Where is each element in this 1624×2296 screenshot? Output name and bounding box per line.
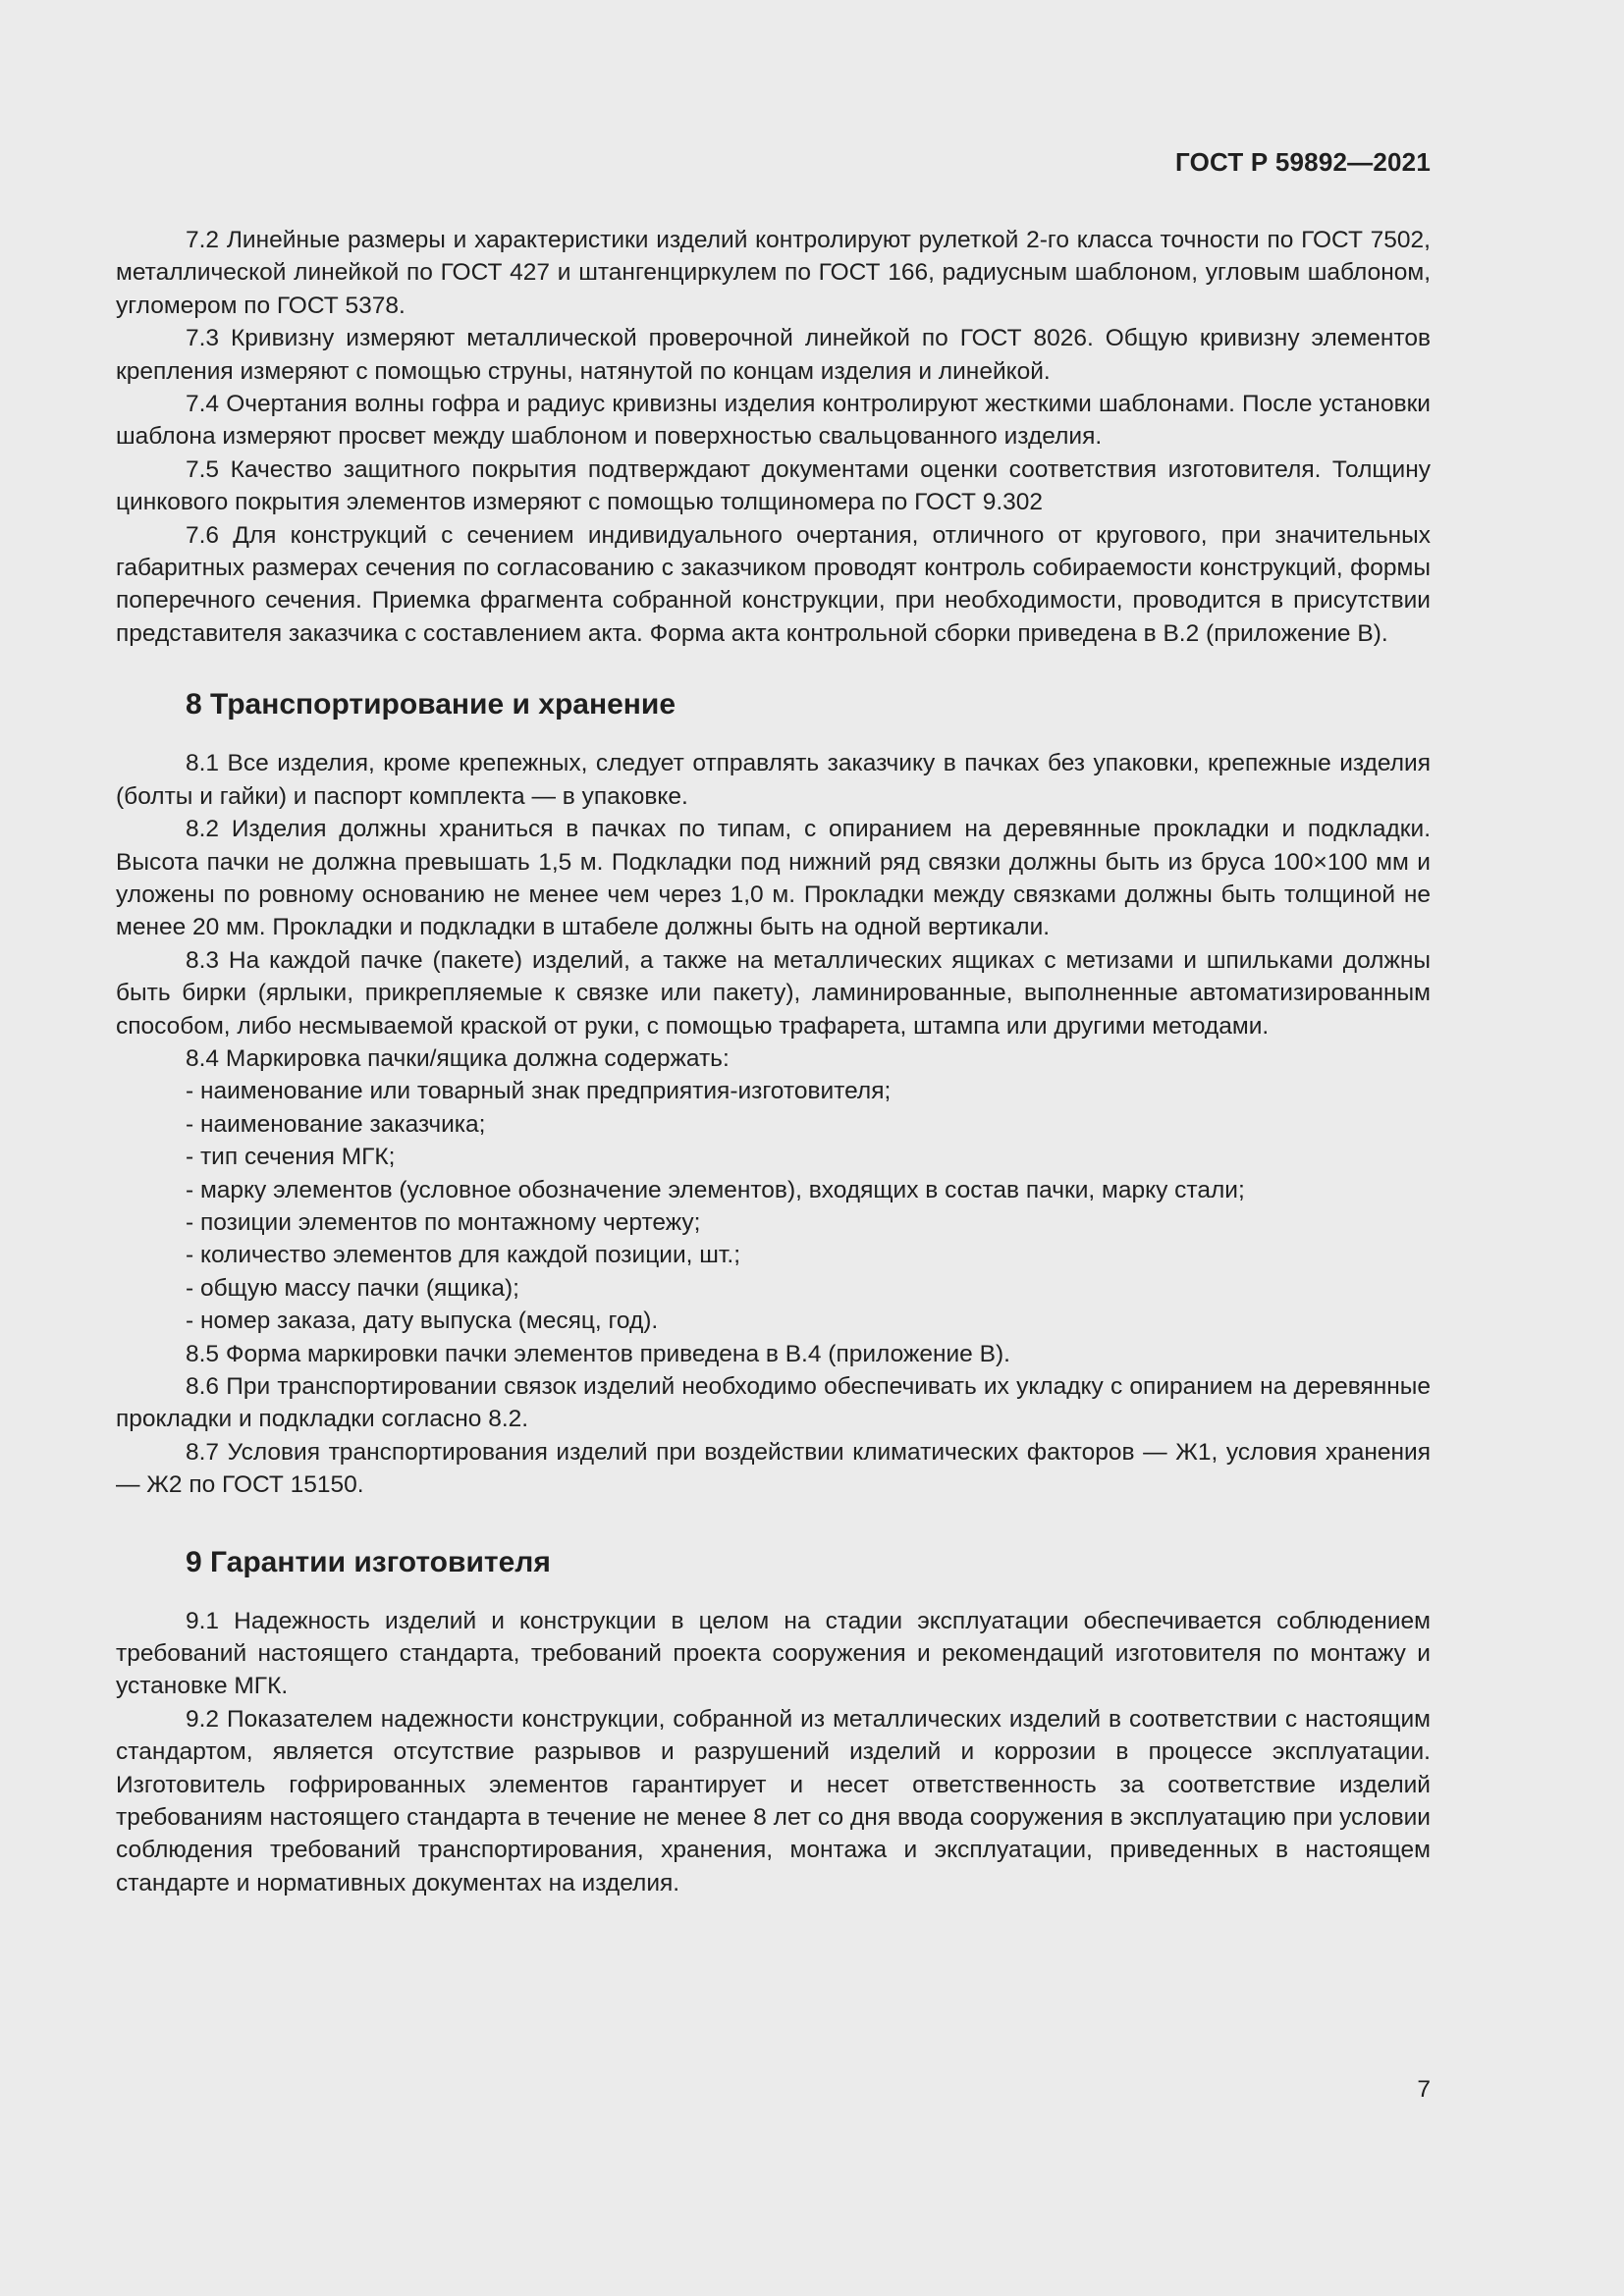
marking-list (116, 1075, 1431, 1337)
list-item: - наименование заказчика; (186, 1110, 486, 1138)
paragraph-8-5: 8.5 Форма маркировки пачки элементов приведена в В.4 (приложение В). (186, 1340, 1010, 1367)
paragraph-7-3: 7.3 Кривизну измеряют металлической проверочной линейкой по ГОСТ 8026. Общую кривизну элементов крепления измеряют с помощью струны, натянутой по концам изделия и линейкой. (116, 325, 1431, 385)
list-item: - количество элементов для каждой позиции, шт.; (186, 1242, 741, 1269)
document-body (116, 224, 1431, 1899)
list-item: - тип сечения МГК; (186, 1144, 396, 1171)
list-item: - позиции элементов по монтажному чертежу; (186, 1208, 701, 1236)
paragraph-7-6: 7.6 Для конструкций с сечением индивидуального очертания, отличного от кругового, при значительных габаритных размерах сечения по согласованию с заказчиком проводят контроль собираемости конструкций, формы поперечного сечения. Приемка фрагмента собранной конструкции, при необходимости, проводится в присутствии представителя заказчика с составлением акта. Форма акта контрольной сборки приведена в В.2 (приложение В). (116, 521, 1431, 647)
paragraph-7-2: 7.2 Линейные размеры и характеристики изделий контролируют рулеткой 2-го класса точности по ГОСТ 7502, металлической линейкой по ГОСТ 427 и штангенциркулем по ГОСТ 166, радиусным шаблоном, угловым шаблоном, угломером по ГОСТ 5378. (116, 227, 1431, 319)
paragraph-8-2: 8.2 Изделия должны храниться в пачках по типам, с опиранием на деревянные прокладки и подкладки. Высота пачки не должна превышать 1,5 м. Подкладки под нижний ряд связки должны быть из бруса 100×100 мм и уложены по ровному основанию не менее чем через 1,0 м. Прокладки между связками должны быть толщиной не менее 20 мм. Прокладки и подкладки в штабеле должны быть на одной вертикали. (116, 816, 1431, 941)
section-9-heading: 9 Гарантии изготовителя (186, 1545, 551, 1578)
list-item: - общую массу пачки (ящика); (186, 1274, 519, 1302)
paragraph-7-4: 7.4 Очертания волны гофра и радиус кривизны изделия контролируют жесткими шаблонами. После установки шаблона измеряют просвет между шаблоном и поверхностью свальцованного изделия. (116, 391, 1431, 451)
paragraph-7-5: 7.5 Качество защитного покрытия подтверждают документами оценки соответствия изготовителя. Толщину цинкового покрытия элементов измеряют с помощью толщиномера по ГОСТ 9.302 (116, 455, 1431, 516)
page-number: 7 (1417, 2076, 1431, 2103)
paragraph-8-7: 8.7 Условия транспортирования изделий при воздействии климатических факторов — Ж1, условия хранения — Ж2 по ГОСТ 15150. (116, 1438, 1431, 1499)
list-item: - марку элементов (условное обозначение элементов), входящих в состав пачки, марку стали; (186, 1176, 1245, 1203)
list-item: - номер заказа, дату выпуска (месяц, год). (186, 1308, 659, 1335)
paragraph-8-1: 8.1 Все изделия, кроме крепежных, следует отправлять заказчику в пачках без упаковки, крепежные изделия (болты и гайки) и паспорт комплекта — в упаковке. (116, 750, 1431, 810)
paragraph-9-2: 9.2 Показателем надежности конструкции, собранной из металлических изделий в соответствии с настоящим стандартом, является отсутствие разрывов и разрушений изделий и коррозии в процессе эксплуатации. Изготовитель гофрированных элементов гарантирует и несет ответственность за соответствие изделий требованиям настоящего стандарта в течение не менее 8 лет со дня ввода сооружения в эксплуатацию при условии соблюдения требований транспортирования, хранения, монтажа и эксплуатации, приведенных в настоящем стандарте и нормативных документах на изделия. (116, 1705, 1431, 1896)
paragraph-8-6: 8.6 При транспортировании связок изделий необходимо обеспечивать их укладку с опиранием на деревянные прокладки и подкладки согласно 8.2. (116, 1373, 1431, 1433)
paragraph-8-3: 8.3 На каждой пачке (пакете) изделий, а также на металлических ящиках с метизами и шпильками должны быть бирки (ярлыки, прикрепляемые к связке или пакету), ламинированные, выполненные автоматизированным способом, либо несмываемой краской от руки, с помощью трафарета, штампа или другими методами. (116, 946, 1431, 1040)
section-8-heading: 8 Транспортирование и хранение (186, 688, 677, 721)
paragraph-8-4: 8.4 Маркировка пачки/ящика должна содержать: (186, 1044, 730, 1072)
document-number: ГОСТ Р 59892—2021 (1175, 147, 1431, 177)
list-item: - наименование или товарный знак предприятия-изготовителя; (186, 1078, 892, 1105)
document-page (116, 0, 1431, 2296)
paragraph-9-1: 9.1 Надежность изделий и конструкции в целом на стадии эксплуатации обеспечивается соблюдением требований настоящего стандарта, требований проекта сооружения и рекомендаций изготовителя по монтажу и установке МГК. (116, 1607, 1431, 1700)
